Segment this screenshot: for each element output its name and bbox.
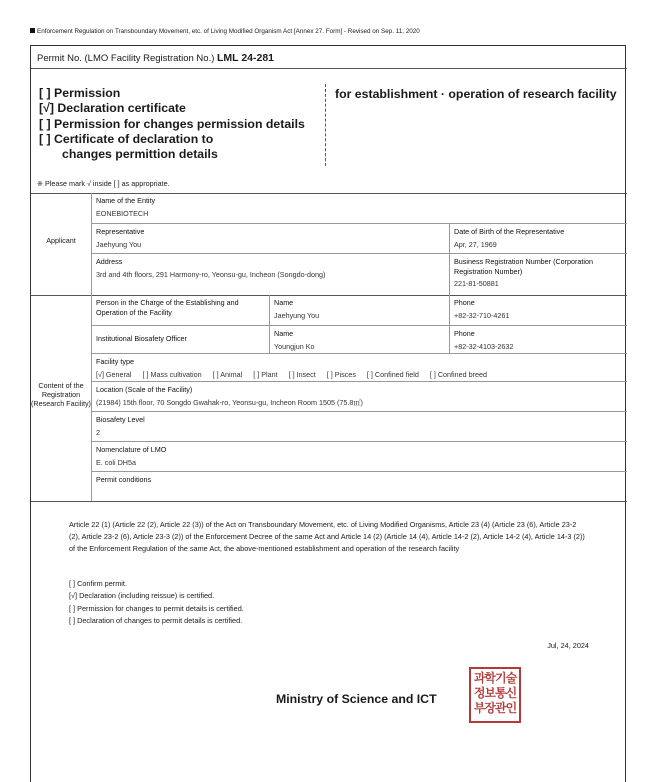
officer-phone-cell: Phone +82-32-4103-2632 (449, 325, 627, 353)
cert-declaration-certified: [√] Declaration (including reissue) is certified. (69, 591, 215, 601)
permit-form (30, 45, 626, 782)
officer-name-cell: Name Youngjun Ko (269, 325, 449, 353)
person-phone-cell: Phone +82-32-710-4261 (449, 295, 627, 325)
location-value: (21984) 15th floor, 70 Songdo Gwahak-ro, Yeonsu-gu, Incheon Room 1505 (75.8㎡) (96, 397, 363, 407)
facility-type-general: [√] General (96, 369, 132, 379)
person-in-charge-label-cell: Person in the Charge of the Establishing and Operation of the Facility (91, 295, 269, 325)
dashed-separator (325, 84, 326, 166)
divider (31, 68, 627, 69)
facility-type-confined-field: [ ] Confined field (366, 369, 419, 379)
square-bullet-icon (30, 28, 35, 33)
form-reference-note: Enforcement Regulation on Transboundary Movement, etc. of Living Modified Organism Act [Annex 27. Form] - Revised on Sep. 11, 2020 (30, 28, 420, 35)
entity-value: EONEBIOTECH (96, 208, 149, 218)
dob-cell: Date of Birth of the Representative Apr, 27, 1969 (449, 223, 627, 253)
certification-options (69, 578, 244, 628)
facility-type-plant: [ ] Plant (253, 369, 278, 379)
facility-type-pisces: [ ] Pisces (326, 369, 356, 379)
facility-type-confined-breed: [ ] Confined breed (429, 369, 488, 379)
facility-type-animal: [ ] Animal (212, 369, 243, 379)
permit-type-options (39, 86, 305, 162)
person-name-value: Jaehyung You (274, 310, 320, 320)
official-seal-icon: 과학기술 정보통신 부장관인 (469, 667, 521, 723)
mark-instruction: ※ Please mark √ inside [ ] as appropriate. (37, 179, 170, 188)
permit-number-value: LML 24-281 (217, 52, 275, 64)
facility-type-options (96, 370, 623, 380)
legal-basis-text: Article 22 (1) (Article 22 (2), Article 22 (3)) of the Act on Transboundary Movement, etc. of Living Modified Organisms, Article 23 (4) (Article 23 (6), Article 23-2 (2), Article 23-2 (6), Article 23-3 (2)) of the Enforcement Decree of the same Act and Article 14 (2) (Article 14 (4), Article 14-2 (2), Article 14-2 (4), Article 14-3 (2)) of the Enforcement Regulation of the same Act, the above-mentioned establishment and operation of the research facility (69, 520, 585, 553)
applicant-section-label: Applicant (46, 236, 76, 245)
officer-phone-value: +82-32-4103-2632 (454, 341, 514, 351)
business-registration-value: 221-81-50881 (454, 279, 499, 289)
entity-cell: Name of the Entity EONEBIOTECH (91, 193, 627, 223)
option-permission: [ ] Permission (39, 86, 121, 100)
location-cell: Location (Scale of the Facility) (21984) 15th floor, 70 Songdo Gwahak-ro, Yeonsu-gu, Incheon Room 1505 (75.8㎡) (91, 381, 627, 411)
permit-number: Permit No. (LMO Facility Registration No.) LML 24-281 (37, 52, 275, 64)
permit-conditions-cell: Permit conditions (91, 471, 627, 501)
cert-confirm-permit: [ ] Confirm permit. (69, 579, 127, 588)
biosafety-level-value: 2 (96, 427, 100, 437)
issuer-name: Ministry of Science and ICT (276, 692, 437, 706)
officer-name-value: Youngjun Ko (274, 341, 315, 351)
person-name-cell: Name Jaehyung You (269, 295, 449, 325)
address-cell: Address 3rd and 4th floors, 291 Harmony-ro, Yeonsu-gu, Incheon (Songdo-dong) (91, 253, 449, 295)
option-certificate-declaration-changes-cont: changes permittion details (62, 147, 218, 162)
facility-type-cell: Facility type [√] General [ ] Mass cultivation [ ] Animal [ ] Plant [ ] Insect [ ] Pisces [ ] Confined field [ ] Confined breed (91, 353, 627, 381)
option-declaration-certificate: [√] Declaration certificate (39, 101, 186, 116)
cert-permission-changes: [ ] Permission for changes to permit details is certified. (69, 603, 244, 613)
biosafety-level-cell: Biosafety Level 2 (91, 411, 627, 441)
issue-date: Jul, 24, 2024 (547, 641, 589, 650)
option-permission-changes: [ ] Permission for changes permission details (39, 116, 305, 131)
registration-section-label: Content of the Registration (Research Facility) (31, 381, 91, 408)
representative-cell: Representative Jaehyung You (91, 223, 449, 253)
person-phone-value: +82-32-710-4261 (454, 310, 510, 320)
lmo-nomenclature-value: E. coli DH5a (96, 457, 136, 467)
permit-purpose: for establishment · operation of research facility (335, 87, 617, 101)
option-certificate-declaration-changes: [ ] Certificate of declaration to (39, 131, 214, 146)
facility-type-mass-cultivation: [ ] Mass cultivation (142, 369, 202, 379)
divider (31, 501, 627, 502)
lmo-nomenclature-cell: Nomenclature of LMO E. coli DH5a (91, 441, 627, 471)
address-value: 3rd and 4th floors, 291 Harmony-ro, Yeonsu-gu, Incheon (Songdo-dong) (96, 269, 326, 279)
representative-value: Jaehyung You (96, 239, 142, 249)
business-registration-cell: Business Registration Number (Corporation Registration Number) 221-81-50881 (449, 253, 627, 295)
dob-value: Apr, 27, 1969 (454, 239, 497, 249)
cert-declaration-changes: [ ] Declaration of changes to permit details is certified. (69, 616, 243, 626)
facility-type-insect: [ ] Insect (288, 369, 316, 379)
officer-label-cell: Institutional Biosafety Officer (91, 325, 269, 353)
